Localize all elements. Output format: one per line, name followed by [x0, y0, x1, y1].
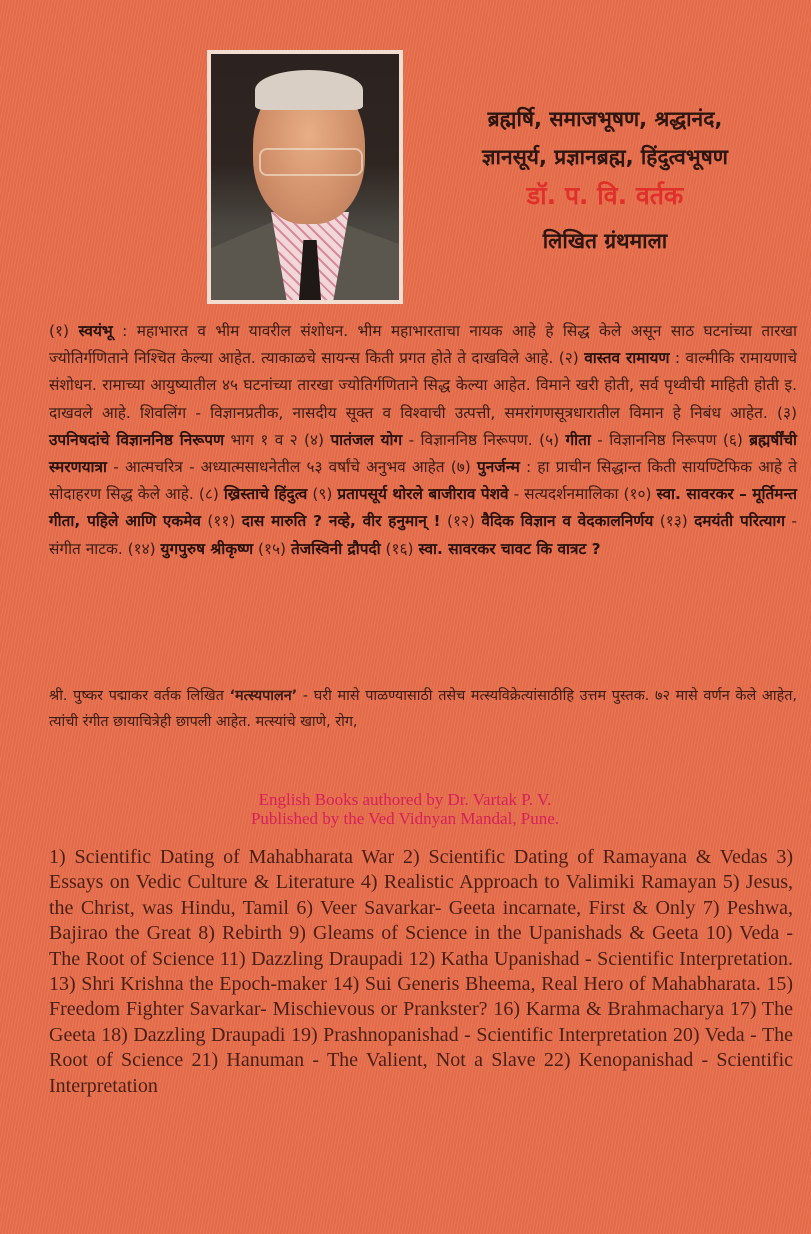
book-number: (११) [207, 512, 236, 531]
book-title: वैदिक विज्ञान व वेदकालनिर्णय [481, 512, 654, 531]
english-book-item: 6) Veer Savarkar- Geeta incarnate, First & Only [296, 896, 696, 919]
english-book-item: 19) Prashnopanishad - Scientific Interpretation [290, 1023, 668, 1046]
english-book-item: 18) Dazzling Draupadi [101, 1023, 286, 1046]
book-number: (१४) [127, 539, 156, 558]
book-number: (१२) [446, 512, 475, 531]
honorifics-line-1: ब्रह्मर्षि, समाजभूषण, श्रद्धानंद, [487, 107, 723, 131]
other-book-title: ‘मत्स्यपालन’ [229, 688, 298, 704]
honorifics-line-2: ज्ञानसूर्य, प्रज्ञानब्रह्म, हिंदुत्वभूषण [482, 145, 728, 169]
book-title: पातंजल योग [330, 430, 403, 449]
book-description: : हा प्राचीन सिद्धान्त किती सायण्टिफिक आहे ते सोदाहरण सिद्ध केले आहे. [49, 458, 798, 504]
other-book-blurb [49, 683, 797, 735]
book-number: (७) [450, 458, 471, 477]
author-portrait-frame [207, 50, 403, 304]
portrait-hair [255, 70, 363, 110]
other-book-desc: - घरी मासे पाळण्यासाठी तसेच मत्स्यविक्रेत्यांसाठीहि उत्तम पुस्तक. ७२ मासे वर्णन केले आहेत, त्यांची रंगीत छायाचित्रेही छापली आहेत. मत्स्यांचे खाणे, रोग, [49, 688, 797, 730]
book-number: (५) [539, 430, 560, 449]
english-book-item: 17) The Geeta [49, 998, 794, 1046]
book-number: (४) [304, 430, 325, 449]
english-heading-line-2: Published by the Ved Vidnyan Mandal, Pune. [250, 809, 560, 828]
book-title: स्वा. सावरकर – मूर्तिमन्त गीता, पहिले आणि एकमेव [49, 485, 797, 531]
book-title: पुनर्जन्म [477, 458, 520, 477]
book-number: (१६) [385, 539, 414, 558]
book-title: गीता [565, 430, 591, 449]
english-book-item: 4) Realistic Approach to Valimiki Ramayan [360, 871, 717, 894]
english-book-item: 3) Essays on Vedic Culture & Literature [49, 846, 793, 894]
book-number: (१३) [659, 512, 688, 531]
book-title: उपनिषदांचे विज्ञाननिष्ठ निरूपण [49, 430, 225, 449]
author-title-block [410, 100, 800, 260]
portrait-glasses [259, 148, 363, 176]
book-title: स्वा. सावरकर चावट कि वात्रट ? [418, 539, 601, 558]
english-book-item: 16) Karma & Brahmacharya [493, 998, 724, 1021]
english-book-item: 2) Scientific Dating of Ramayana & Vedas [403, 846, 768, 868]
book-number: (३) [776, 403, 797, 422]
book-number: (८) [198, 485, 219, 504]
book-description: : वाल्मीकि रामायणाचे संशोधन. रामाच्या आयुष्यातील ४५ घटनांच्या तारखा ज्योतिर्गणिताने सिद्ध केल्या आहेत. विमाने खरी होती, सर्व पृथ्वीची माहिती होती इ. दाखवले आहे. शिवलिंग - विज्ञानप्रतीक, नासदीय सूक्त व विश्वाची उत्पत्ती, समरांगणसूत्रधारातील विमान हे निबंध आहेत. [49, 349, 798, 422]
book-number: (२) [558, 349, 579, 368]
book-description: - विज्ञाननिष्ठ निरूपण. [402, 430, 540, 449]
book-title: दास मारुति ? नव्हे, वीर हनुमान् ! [241, 512, 441, 531]
book-title: प्रतापसूर्य थोरले बाजीराव पेशवे [337, 485, 509, 504]
book-number: (६) [722, 430, 743, 449]
book-description: - सत्यदर्शनमालिका [508, 485, 624, 504]
english-book-item: 12) Katha Upanishad - Scientific Interpretation. [408, 947, 794, 970]
english-book-item: 20) Veda - The Root of Science [49, 1023, 794, 1072]
book-number: (१) [49, 322, 70, 340]
english-books-heading [150, 790, 660, 828]
book-title: युगपुरुष श्रीकृष्ण [160, 539, 254, 558]
other-book-prefix: श्री. पुष्कर पद्माकर वर्तक लिखित [49, 688, 230, 704]
book-number: (९) [312, 485, 333, 504]
english-book-item: 1) Scientific Dating of Mahabharata War [49, 846, 395, 868]
english-book-item: 21) Hanuman - The Valient, Not a Slave [191, 1049, 536, 1072]
book-title: तेजस्विनी द्रौपदी [290, 539, 381, 558]
author-name: डॉ. प. वि. वर्तक [526, 181, 684, 210]
book-description: - आत्मचरित्र - अध्यात्मसाधनेतील ५३ वर्षांचे अनुभव आहेत [107, 458, 451, 477]
english-book-item: 7) Peshwa, Bajirao the Great [49, 896, 794, 945]
book-description: : महाभारत व भीम यावरील संशोधन. भीम महाभारताचा नायक आहे हे सिद्ध केले असून साठ घटनांच्या तारखा ज्योतिर्गणिताने निश्चित केल्या आहेत. त्याकाळचे सायन्स किती प्रगत होते ते दाखविले आहे. [49, 322, 797, 368]
english-book-item: 8) Rebirth [198, 922, 283, 945]
book-title: स्वयंभू [78, 322, 113, 340]
english-book-item: 10) Veda - The Root of Science [49, 922, 794, 970]
book-description: - विज्ञाननिष्ठ निरूपण [590, 430, 723, 449]
english-book-item: 22) Kenopanishad - Scientific Interpretation [49, 1049, 794, 1097]
book-description: भाग १ व २ [224, 430, 305, 449]
english-book-item: 9) Gleams of Science in the Upanishads & Geeta [289, 922, 699, 945]
series-label: लिखित ग्रंथमाला [542, 229, 668, 253]
english-book-item: 11) Dazzling Draupadi [219, 947, 404, 970]
english-heading-line-1: English Books authored by Dr. Vartak P. V. [258, 790, 552, 809]
book-number: (१०) [623, 485, 652, 504]
book-title: दमयंती परित्याग [694, 512, 786, 531]
book-number: (१५) [258, 539, 287, 558]
author-portrait [211, 54, 399, 300]
book-title: ब्रह्मर्षींची स्मरणयात्रा [49, 430, 798, 477]
english-book-item: 15) Freedom Fighter Savarkar- Mischievous or Prankster? [49, 973, 794, 1021]
book-description: - संगीत नाटक. [49, 512, 797, 558]
marathi-book-list [49, 318, 797, 563]
book-title: ख्रिस्ताचे हिंदुत्व [223, 485, 308, 504]
english-book-item: 13) Shri Krishna the Epoch-maker [49, 973, 327, 996]
book-title: वास्तव रामायण [584, 349, 670, 368]
english-book-item: 5) Jesus, the Christ, was Hindu, Tamil [49, 871, 794, 919]
english-book-list [49, 845, 793, 1099]
english-book-item: 14) Sui Generis Bheema, Real Hero of Mahabharata. [332, 973, 761, 996]
